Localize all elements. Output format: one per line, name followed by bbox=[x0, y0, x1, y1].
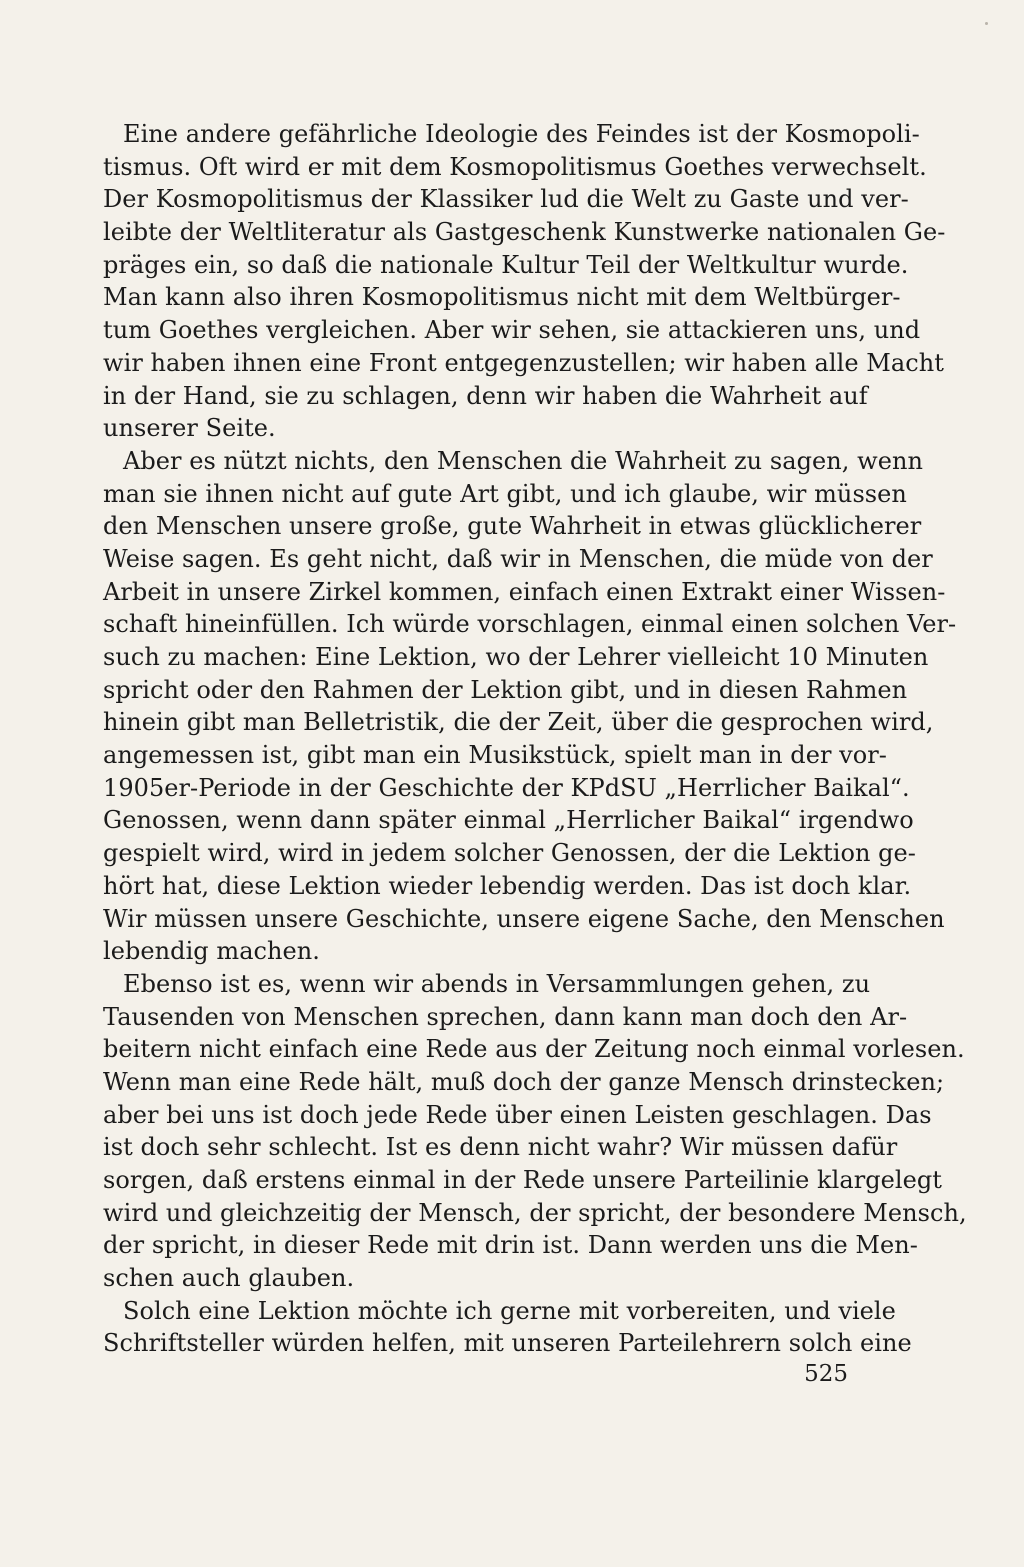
text-line: angemessen ist, gibt man ein Musikstück, spielt man in der vor- bbox=[103, 741, 887, 770]
text-line: Arbeit in unsere Zirkel kommen, einfach einen Extrakt einer Wissen- bbox=[103, 577, 946, 606]
text-line: such zu machen: Eine Lektion, wo der Lehrer vielleicht 10 Minuten bbox=[103, 643, 929, 671]
text-line: den Menschen unsere große, gute Wahrheit in etwas glücklicherer bbox=[103, 512, 922, 541]
body-text bbox=[103, 118, 967, 1360]
text-line: präges ein, so daß die nationale Kultur Teil der Weltkultur wurde. bbox=[103, 250, 909, 279]
page-number: 525 bbox=[804, 1361, 848, 1387]
text-line: Schriftsteller würden helfen, mit unseren Parteilehrern solch eine bbox=[103, 1329, 912, 1358]
text-line: lebendig machen. bbox=[103, 937, 320, 966]
text-line: der spricht, in dieser Rede mit drin ist. Dann werden uns die Men- bbox=[103, 1231, 918, 1260]
page-speck bbox=[985, 22, 988, 25]
text-line: Wenn man eine Rede hält, muß doch der ganze Mensch drinstecken; bbox=[103, 1067, 945, 1096]
text-line: schaft hineinfüllen. Ich würde vorschlagen, einmal einen solchen Ver- bbox=[103, 610, 957, 639]
text-line: Aber es nützt nichts, den Menschen die Wahrheit zu sagen, wenn bbox=[123, 446, 923, 475]
text-line: ist doch sehr schlecht. Ist es denn nicht wahr? Wir müssen dafür bbox=[103, 1133, 898, 1162]
text-line: Genossen, wenn dann später einmal „Herrlicher Baikal“ irgendwo bbox=[103, 806, 914, 835]
text-line: wird und gleichzeitig der Mensch, der spricht, der besondere Mensch, bbox=[103, 1198, 967, 1227]
text-line: leibte der Weltliteratur als Gastgeschenk Kunstwerke nationalen Ge- bbox=[103, 218, 946, 247]
text-line: Solch eine Lektion möchte ich gerne mit vorbereiten, und viele bbox=[123, 1296, 896, 1325]
text-line: Weise sagen. Es geht nicht, daß wir in Menschen, die müde von der bbox=[103, 544, 933, 573]
text-line: sorgen, daß erstens einmal in der Rede unsere Parteilinie klargelegt bbox=[103, 1166, 942, 1194]
text-line: Eine andere gefährliche Ideologie des Feindes ist der Kosmopoli- bbox=[123, 120, 920, 148]
text-line: beitern nicht einfach eine Rede aus der Zeitung noch einmal vorlesen. bbox=[103, 1035, 965, 1064]
text-line: tismus. Oft wird er mit dem Kosmopolitismus Goethes verwechselt. bbox=[103, 152, 927, 181]
text-line: in der Hand, sie zu schlagen, denn wir haben die Wahrheit auf bbox=[103, 381, 868, 410]
text-line: gespielt wird, wird in jedem solcher Genossen, der die Lektion ge- bbox=[103, 839, 916, 868]
text-line: aber bei uns ist doch jede Rede über einen Leisten geschlagen. Das bbox=[103, 1100, 932, 1129]
text-line: Tausenden von Menschen sprechen, dann kann man doch den Ar- bbox=[103, 1002, 908, 1031]
text-line: 1905er-Periode in der Geschichte der KPdSU „Herrlicher Baikal“. bbox=[103, 773, 910, 802]
text-line: man sie ihnen nicht auf gute Art gibt, und ich glaube, wir müssen bbox=[103, 479, 907, 508]
text-line: wir haben ihnen eine Front entgegenzustellen; wir haben alle Macht bbox=[103, 348, 944, 377]
text-line: tum Goethes vergleichen. Aber wir sehen, sie attackieren uns, und bbox=[103, 316, 921, 345]
text-line: unserer Seite. bbox=[103, 414, 276, 443]
text-line: hinein gibt man Belletristik, die der Zeit, über die gesprochen wird, bbox=[103, 708, 934, 737]
text-line: Der Kosmopolitismus der Klassiker lud die Welt zu Gaste und ver- bbox=[103, 185, 909, 214]
text-line: Ebenso ist es, wenn wir abends in Versammlungen gehen, zu bbox=[123, 969, 871, 998]
text-line: schen auch glauben. bbox=[103, 1264, 355, 1293]
text-line: Wir müssen unsere Geschichte, unsere eigene Sache, den Menschen bbox=[103, 904, 945, 933]
text-line: hört hat, diese Lektion wieder lebendig werden. Das ist doch klar. bbox=[103, 871, 912, 900]
text-line: Man kann also ihren Kosmopolitismus nicht mit dem Weltbürger- bbox=[103, 283, 901, 312]
text-line: spricht oder den Rahmen der Lektion gibt, und in diesen Rahmen bbox=[103, 675, 908, 704]
